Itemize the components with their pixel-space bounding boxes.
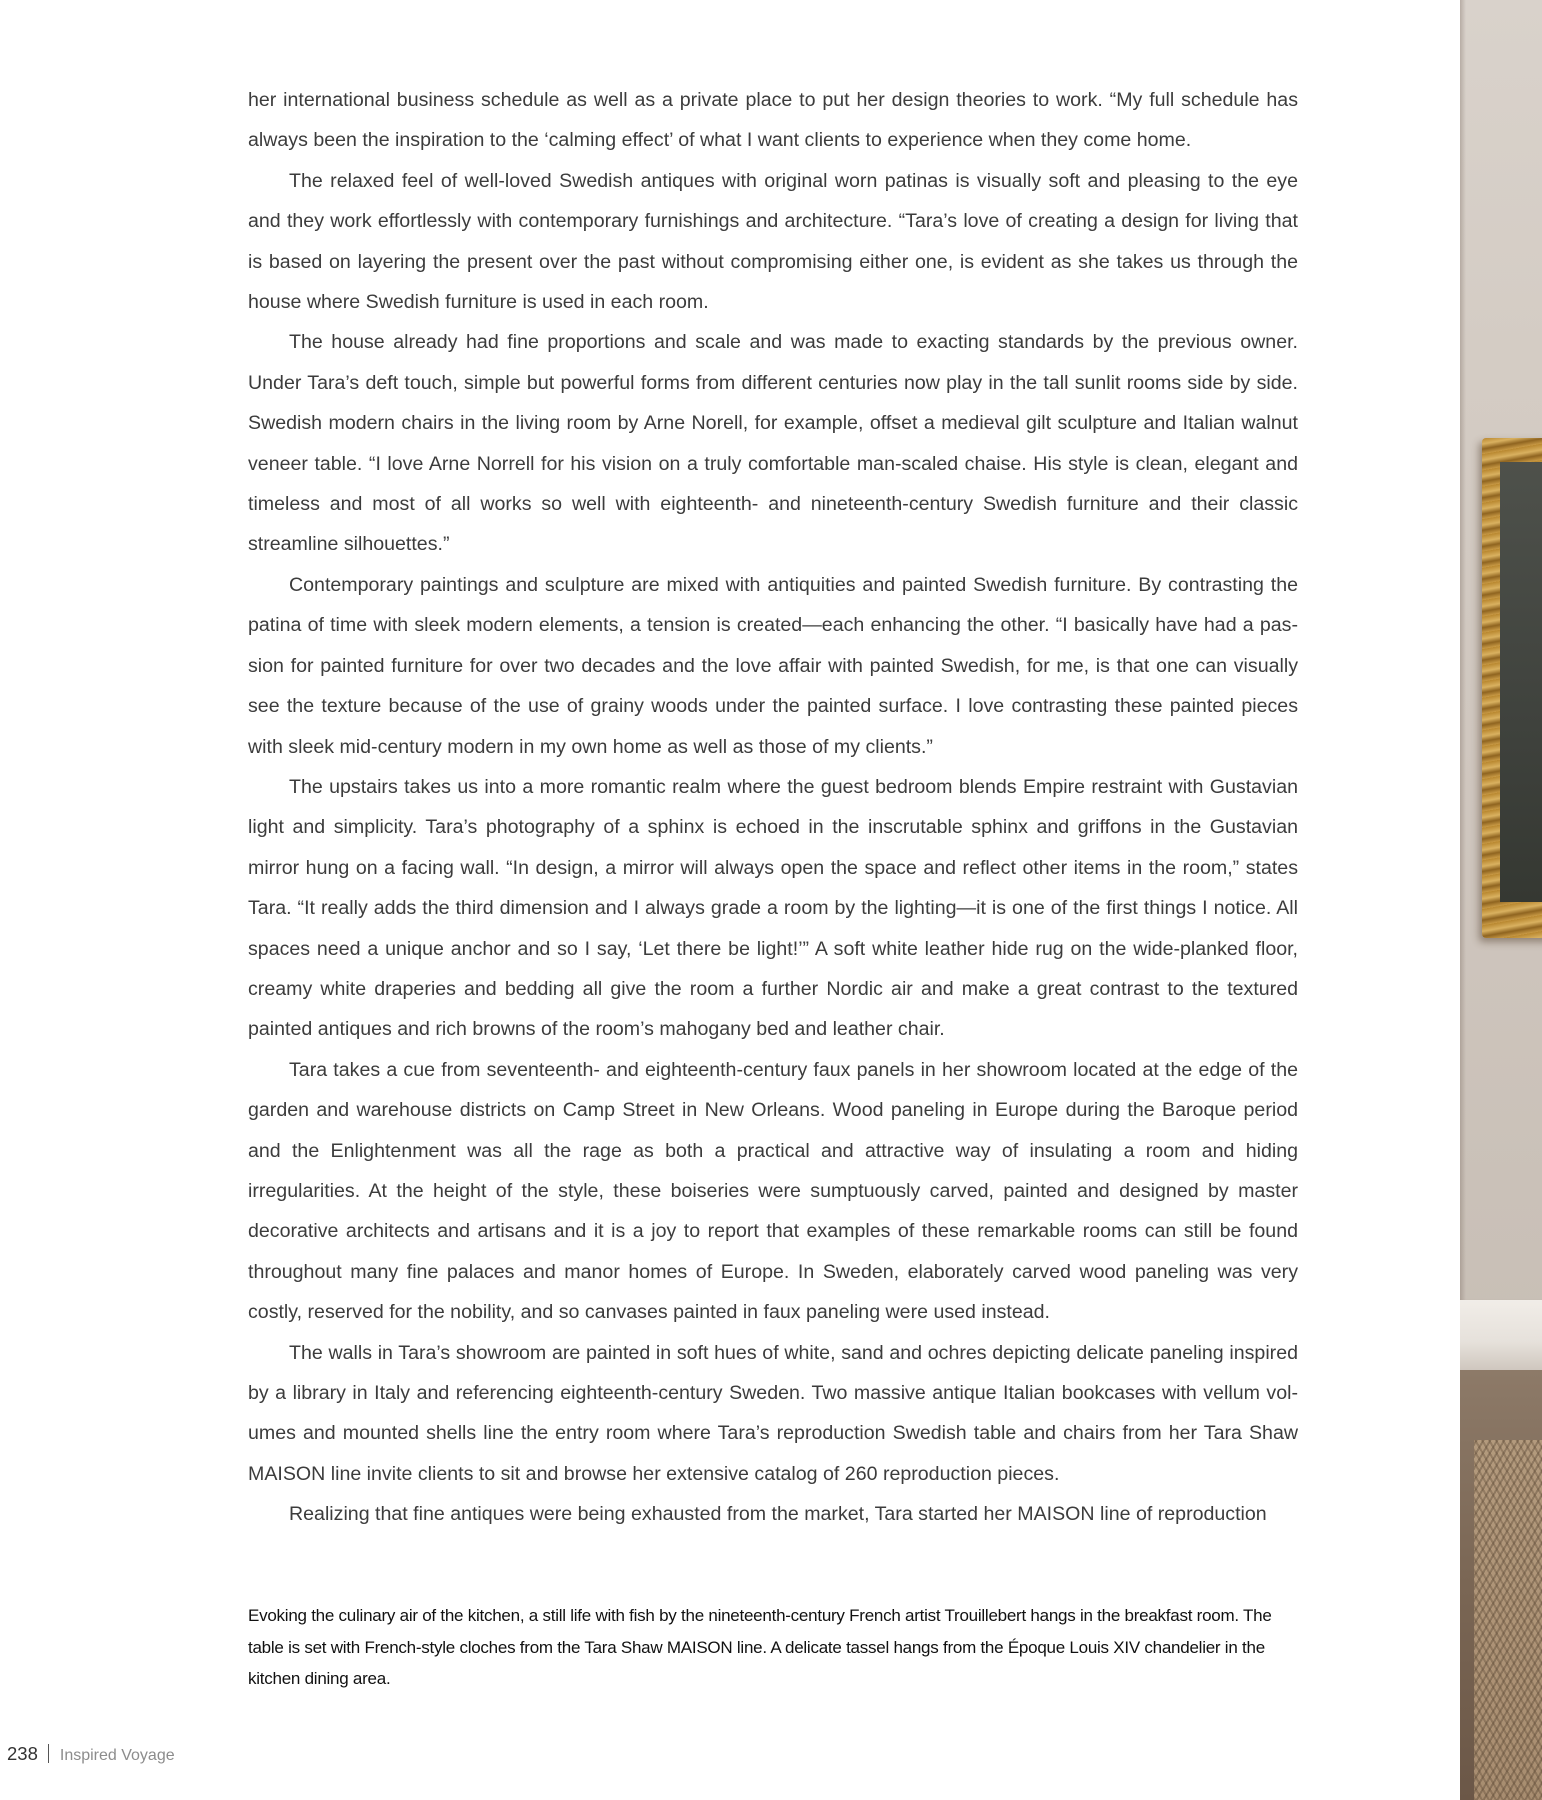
woven-rug <box>1474 1440 1542 1800</box>
paragraph: The house already had fine proportions and scale and was made to exacting standards by the previous owner. Under Tara’s deft touch, simple but powerful forms from different centuries now play in the tall sunlit rooms side by side. Swedish modern chairs in the living room by Arne Norell, for example, offset a medieval gilt sculpture and Italian walnut veneer table. “I love Arne Norrell for his vision on a truly comfortable man-scaled chaise. His style is clean, elegant and timeless and most of all works so well with eighteenth- and nineteenth-century Swedish furniture and their classic streamline silhouettes.” <box>248 331 1298 556</box>
paragraph: The relaxed feel of well-loved Swedish antiques with original worn patinas is visually soft and pleasing to the eye and they work effortlessly with contemporary furnishings and architecture. “Tara’s love of creating a design for living that is based on layering the present over the past without compromising either one, is evident as she takes us through the house where Swedish furniture is used in each room. <box>248 169 1298 314</box>
baseboard-trim <box>1460 1300 1542 1370</box>
page-footer <box>7 1743 175 1765</box>
book-section-title: Inspired Voyage <box>59 1747 175 1764</box>
page-number: 238 <box>7 1743 38 1764</box>
paragraph: Tara takes a cue from seventeenth- and eighteenth-century faux panels in her showroom located at the edge of the garden and warehouse districts on Camp Street in New Orleans. Wood paneling in Europe during the Baroque period and the Enlightenment was all the rage as both a practical and attractive way of insulating a room and hiding irregularities. At the height of the style, these boiseries were sumptuously carved, painted and designed by master decorative architects and artisans and it is a joy to report that examples of these remarkable rooms can still be found throughout many fine palaces and manor homes of Europe. In Sweden, elaborately carved wood paneling was very costly, reserved for the nobility, and so canvases painted in faux paneling were used instead. <box>248 1058 1298 1324</box>
room-photograph <box>1460 0 1542 1800</box>
paragraph: Contemporary paintings and sculpture are mixed with antiquities and painted Swedish furniture. By contrasting the patina of time with sleek modern elements, a tension is created—each enhancing the other. “I basically have had a passion for painted furniture for over two decades and the love affair with painted Swedish, for me, is that one can visually see the texture because of the use of grainy woods under the painted surface. I love contrasting these painted pieces with sleek mid-century modern in my own home as well as those of my clients.” <box>248 573 1298 758</box>
paragraph: Realizing that fine antiques were being exhausted from the market, Tara started her MAISON line of reproduction <box>289 1503 1267 1526</box>
photo-caption: Evoking the culinary air of the kitchen, a still life with fish by the nineteenth-century French artist Trouillebert hangs in the breakfast room. The table is set with French-style cloches from the Tara Shaw MAISON line. A delicate tassel hangs from the Époque Louis XIV chandelier in the kitchen dining area. <box>248 1606 1272 1688</box>
paragraph: The walls in Tara’s showroom are painted in soft hues of white, sand and ochres depicting delicate paneling inspired by a library in Italy and referencing eighteenth-century Sweden. Two massive antique Italian bookcases with vellum volumes and mounted shells line the entry room where Tara’s reproduction Swedish table and chairs from her Tara Shaw MAISON line invite clients to sit and browse her extensive catalog of 260 reproduction pieces. <box>248 1341 1298 1485</box>
paragraph: The upstairs takes us into a more romantic realm where the guest bedroom blends Empire restraint with Gustavian light and simplicity. Tara’s photography of a sphinx is echoed in the inscrutable sphinx and griffons in the Gustavian mirror hung on a facing wall. “In design, a mirror will always open the space and reflect other items in the room,” states Tara. “It really adds the third dimension and I always grade a room by the lighting—it is one of the first things I notice. All spaces need a unique anchor and so I say, ‘Let there be light!’” A soft white leather hide rug on the wide-planked floor, creamy white draperies and bedding all give the room a further Nordic air and make a great contrast to the textured painted antiques and rich browns of the room’s mahogany bed and leather chair. <box>248 775 1298 1041</box>
article-body <box>248 80 1298 1535</box>
folio-divider <box>48 1744 49 1763</box>
paragraph: her international business schedule as well as a private place to put her design theories to work. “My full schedule has always been the inspiration to the ‘calming effect’ of what I want clients to experience when they come home. <box>248 89 1298 152</box>
framed-painting <box>1500 462 1542 902</box>
